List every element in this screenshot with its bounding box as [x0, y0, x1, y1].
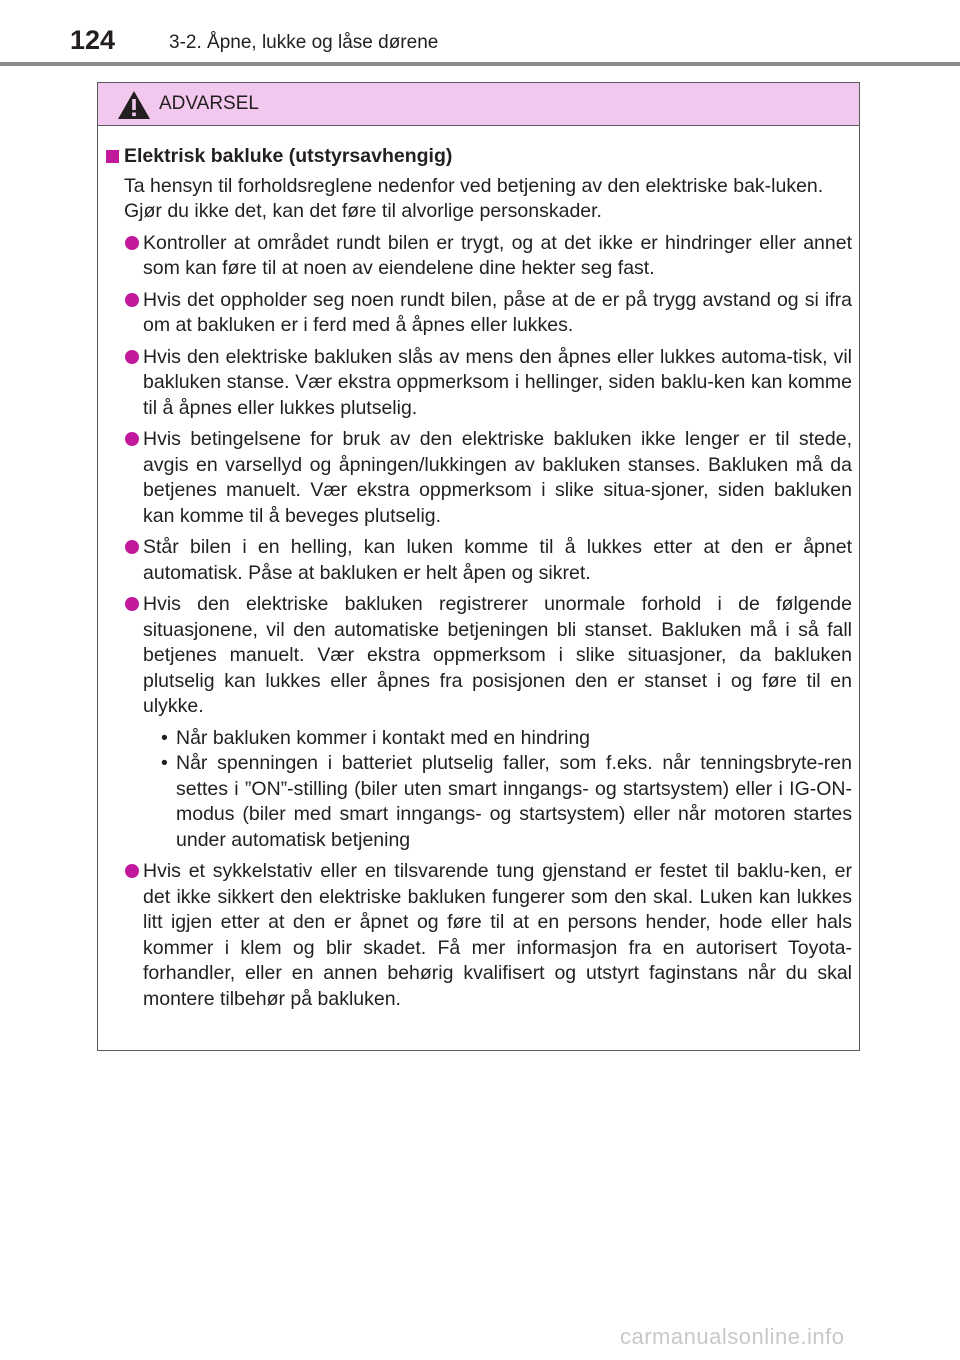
warning-label: ADVARSEL — [159, 93, 259, 114]
warning-body — [98, 126, 859, 1012]
list-item — [105, 535, 852, 586]
list-item — [105, 427, 852, 529]
list-item — [105, 288, 852, 339]
bullet-dot-icon — [125, 540, 139, 554]
list-item-text: Hvis den elektriske bakluken slås av mens den åpnes eller lukkes automa-tisk, vil bakluken stanse. Vær ekstra oppmerksom i hellinger, siden baklu-ken kan komme til å åpnes eller lukkes plutselig. — [143, 345, 852, 419]
subheading — [105, 144, 852, 170]
warning-triangle-icon — [117, 90, 151, 120]
section-title: 3-2. Åpne, lukke og låse dørene — [169, 32, 439, 53]
small-bullet-icon: • — [161, 726, 168, 749]
header-rule — [0, 62, 960, 66]
intro-paragraph: Ta hensyn til forholdsreglene nedenfor ved betjening av den elektriske bak-luken. — [124, 174, 824, 197]
subheading-text: Elektrisk bakluke (utstyrsavhengig) — [124, 145, 453, 167]
sub-list-item-text: Når bakluken kommer i kontakt med en hindring — [176, 726, 591, 749]
bullet-dot-icon — [125, 597, 139, 611]
page-header — [0, 0, 960, 68]
sub-list-item — [161, 726, 852, 752]
intro-paragraph: Gjør du ikke det, kan det føre til alvorlige personskader. — [124, 200, 602, 222]
list-item-text: Hvis det oppholder seg noen rundt bilen, påse at de er på trygg avstand og si ifra om at bakluken er i ferd med å åpnes eller lukkes. — [143, 288, 852, 336]
sub-list-item-text: Når spenningen i batteriet plutselig faller, som f.eks. når tenningsbryte-ren settes i ”ON”-stilling (biler uten smart inngangs- og startsystem) eller i IG-ON-modus (biler med smart inngangs- og startsystem) eller når motoren startes under automatisk betjening — [176, 752, 852, 851]
list-item — [105, 345, 852, 422]
list-item — [105, 592, 852, 720]
bullet-dot-icon — [125, 864, 139, 878]
warning-box — [97, 82, 860, 1051]
bullet-dot-icon — [125, 236, 139, 250]
list-item-text: Hvis et sykkelstativ eller en tilsvarende tung gjenstand er festet til baklu-ken, er det ikke sikkert den elektriske bakluken fungerer som den skal. Luken kan lukkes litt igjen etter at den er åpnet og føre til at en persons hender, hode eller hals kommer i klem og blir skadet. Få mer informasjon fra en autorisert Toyota-forhandler, eller en annen behørig kvalifisert og utstyrt faginstans når du skal montere tilbehør på bakluken. — [143, 860, 852, 1010]
warning-header — [98, 83, 859, 126]
sub-list — [105, 726, 852, 854]
list-item-text: Hvis den elektriske bakluken registrerer unormale forhold i de følgende situasjonene, vil den automatiske betjeningen bli stanset. Bakluken må i så fall betjenes manuelt. Vær ekstra oppmerksom i slike situasjoner, da bakluken plutselig kan lukkes eller åpnes fra posisjonen den er stanset i og føre til en ulykke. — [143, 593, 852, 717]
bullet-dot-icon — [125, 432, 139, 446]
square-bullet-icon — [106, 150, 119, 163]
list-item-text: Hvis betingelsene for bruk av den elektriske bakluken ikke lenger er til stede, avgis en varsellyd og åpningen/lukkingen av bakluken stanses. Bakluken må da betjenes manuelt. Vær ekstra oppmerksom i slike situa-sjoner, siden bakluken kan komme til å beveges plutselig. — [143, 428, 852, 527]
page-number: 124 — [70, 25, 116, 55]
bullet-dot-icon — [125, 350, 139, 364]
list-item — [105, 859, 852, 1012]
watermark: carmanualsonline.info — [620, 1324, 845, 1349]
bullet-dot-icon — [125, 293, 139, 307]
list-item-text: Kontroller at området rundt bilen er trygt, og at det ikke er hindringer eller annet som kan føre til at noen av eiendelene dine hekter seg fast. — [143, 231, 852, 279]
small-bullet-icon: • — [161, 752, 168, 774]
sub-list-item — [161, 751, 852, 853]
list-item — [105, 231, 852, 282]
list-item-text: Står bilen i en helling, kan luken komme til å lukkes etter at den er åpnet automatisk. Påse at bakluken er helt åpen og sikret. — [143, 536, 852, 584]
